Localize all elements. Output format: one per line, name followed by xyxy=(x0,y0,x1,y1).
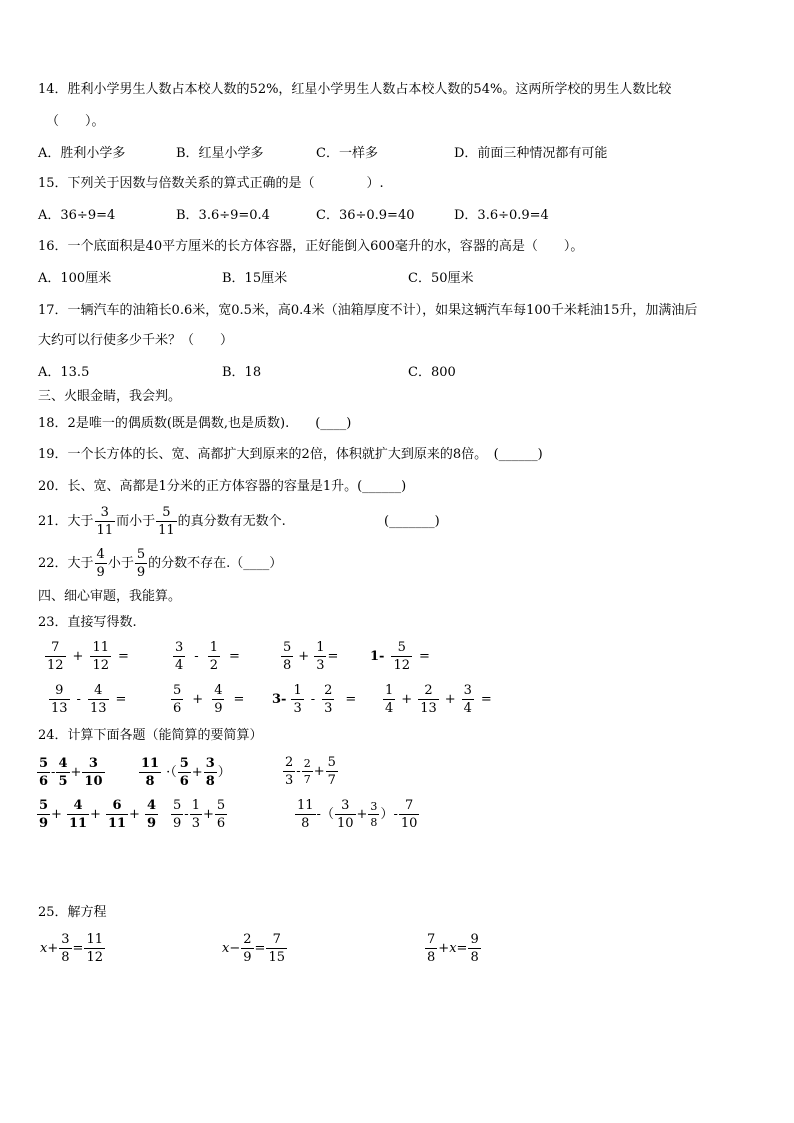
q22-prefix: 22．大于 xyxy=(38,556,94,571)
section-3-heading: 三、火眼金睛，我会判。 xyxy=(38,389,182,404)
q15-option-b: B．3.6÷9=0.4 xyxy=(176,208,270,223)
q23-r2-d: $\frac{1}{4}$ + $\frac{2}{13}$ + $\frac{3}{4}$ = xyxy=(385,683,492,716)
q25-stem: 25．解方程 xyxy=(38,905,107,920)
q16-stem: 16．一个底面积是40平方厘米的长方体容器，正好能倒入600毫升的水，容器的高是（ ）。 xyxy=(38,239,584,254)
q21-fraction-2: $\frac{5}{11}$ xyxy=(158,505,175,538)
q16-option-a: A．100厘米 xyxy=(38,271,112,286)
q23-r2-a: $\frac{9}{13}$ - $\frac{4}{13}$ = xyxy=(51,683,127,716)
q22-mid: 小于 xyxy=(107,556,134,571)
q24-expr-6: $\frac{11}{8}$ -（ $\frac{3}{10}$ + $\frac{3}{8}$ ）- $\frac{7}{10}$ xyxy=(297,798,418,831)
q15-option-a: A．36÷9=4 xyxy=(38,208,116,223)
q15-option-c: C．36÷0.9=40 xyxy=(316,208,415,223)
q21-suffix: 的真分数有无数个. xyxy=(177,514,286,529)
q23-r1-c: $\frac{5}{8}$ + $\frac{1}{3}$ = xyxy=(283,640,339,673)
q24-expr-2: $\frac{11}{8}$ ·（ $\frac{5}{6}$ + $\frac{3}{8}$ ） xyxy=(141,756,231,789)
q23-stem: 23．直接写得数. xyxy=(38,615,137,630)
q17-line1: 17．一辆汽车的油箱长0.6米，宽0.5米，高0.4米（油箱厚度不计），如果这辆汽车每100千米耗油15升，加满油后 xyxy=(38,303,698,318)
q18: 18．2是唯一的偶质数(既是偶数,也是质数). (____) xyxy=(38,416,352,431)
q17-option-c: C．800 xyxy=(408,365,456,380)
q14-option-d: D．前面三种情况都有可能 xyxy=(454,146,608,161)
q22-fraction-1: $\frac{4}{9}$ xyxy=(96,547,105,580)
q21-mid: 而小于 xyxy=(116,514,156,529)
q23-r1-b: $\frac{3}{4}$ - $\frac{1}{2}$ = xyxy=(175,640,240,673)
q21-fraction-1: $\frac{3}{11}$ xyxy=(96,505,114,538)
q16-option-b: B．15厘米 xyxy=(222,271,288,286)
q24-expr-1: $\frac{5}{6}$ - $\frac{4}{5}$ + $\frac{3}{10}$ xyxy=(39,756,103,789)
section-4-heading: 四、细心审题，我能算。 xyxy=(38,589,182,604)
q14-option-b: B．红星小学多 xyxy=(176,146,264,161)
q24-stem: 24．计算下面各题（能简算的要简算） xyxy=(38,728,263,743)
q22-suffix: 的分数不存在.（____） xyxy=(148,556,283,571)
q21-answer-blank: (_______) xyxy=(384,514,440,529)
q17-option-b: B．18 xyxy=(222,365,262,380)
q21-prefix: 21．大于 xyxy=(38,514,94,529)
q15-stem: 15．下列关于因数与倍数关系的算式正确的是（ ）. xyxy=(38,176,384,191)
q25-equation-1: x+ $\frac{3}{8}$ = $\frac{11}{12}$ xyxy=(40,932,103,965)
q25-equation-2: x− $\frac{2}{9}$ = $\frac{7}{15}$ xyxy=(222,932,285,965)
q20: 20．长、宽、高都是1分米的正方体容器的容量是1升。(______) xyxy=(38,479,407,494)
q14-option-c: C．一样多 xyxy=(316,146,378,161)
q17-line2: 大约可以行使多少千米？（ ） xyxy=(38,333,234,348)
q22-fraction-2: $\frac{5}{9}$ xyxy=(136,547,146,580)
q22 xyxy=(38,546,282,582)
q14-line2: （ ）。 xyxy=(46,114,105,129)
q23-r2-c: 3- $\frac{1}{3}$ - $\frac{2}{3}$ = xyxy=(272,683,357,716)
q24-expr-5: $\frac{5}{9}$ - $\frac{1}{3}$ + $\frac{5}{6}$ xyxy=(173,798,226,831)
q23-r2-b: $\frac{5}{6}$ + $\frac{4}{9}$ = xyxy=(173,683,245,716)
q25-equation-3: $\frac{7}{8}$ +x= $\frac{9}{8}$ xyxy=(427,932,479,965)
q21 xyxy=(38,504,286,540)
q23-r1-d: 1- $\frac{5}{12}$ = xyxy=(370,640,430,673)
q17-option-a: A．13.5 xyxy=(38,365,90,380)
q24-expr-4: $\frac{5}{9}$ + $\frac{4}{11}$ + $\frac{6}{11}$ + $\frac{4}{9}$ xyxy=(39,798,156,831)
q24-expr-3: $\frac{2}{3}$ - $\frac{2}{7}$ + $\frac{5}{7}$ xyxy=(285,755,336,788)
q14-option-a: A．胜利小学多 xyxy=(38,146,126,161)
q16-option-c: C．50厘米 xyxy=(408,271,474,286)
q14-line1: 14．胜利小学男生人数占本校人数的52%，红星小学男生人数占本校人数的54%。这两所学校的男生人数比较 xyxy=(38,82,672,97)
q23-r1-a: $\frac{7}{12}$ + $\frac{11}{12}$ = xyxy=(47,640,129,673)
q19: 19．一个长方体的长、宽、高都扩大到原来的2倍，体积就扩大到原来的8倍。 (______) xyxy=(38,447,543,462)
q15-option-d: D．3.6÷0.9=4 xyxy=(454,208,549,223)
